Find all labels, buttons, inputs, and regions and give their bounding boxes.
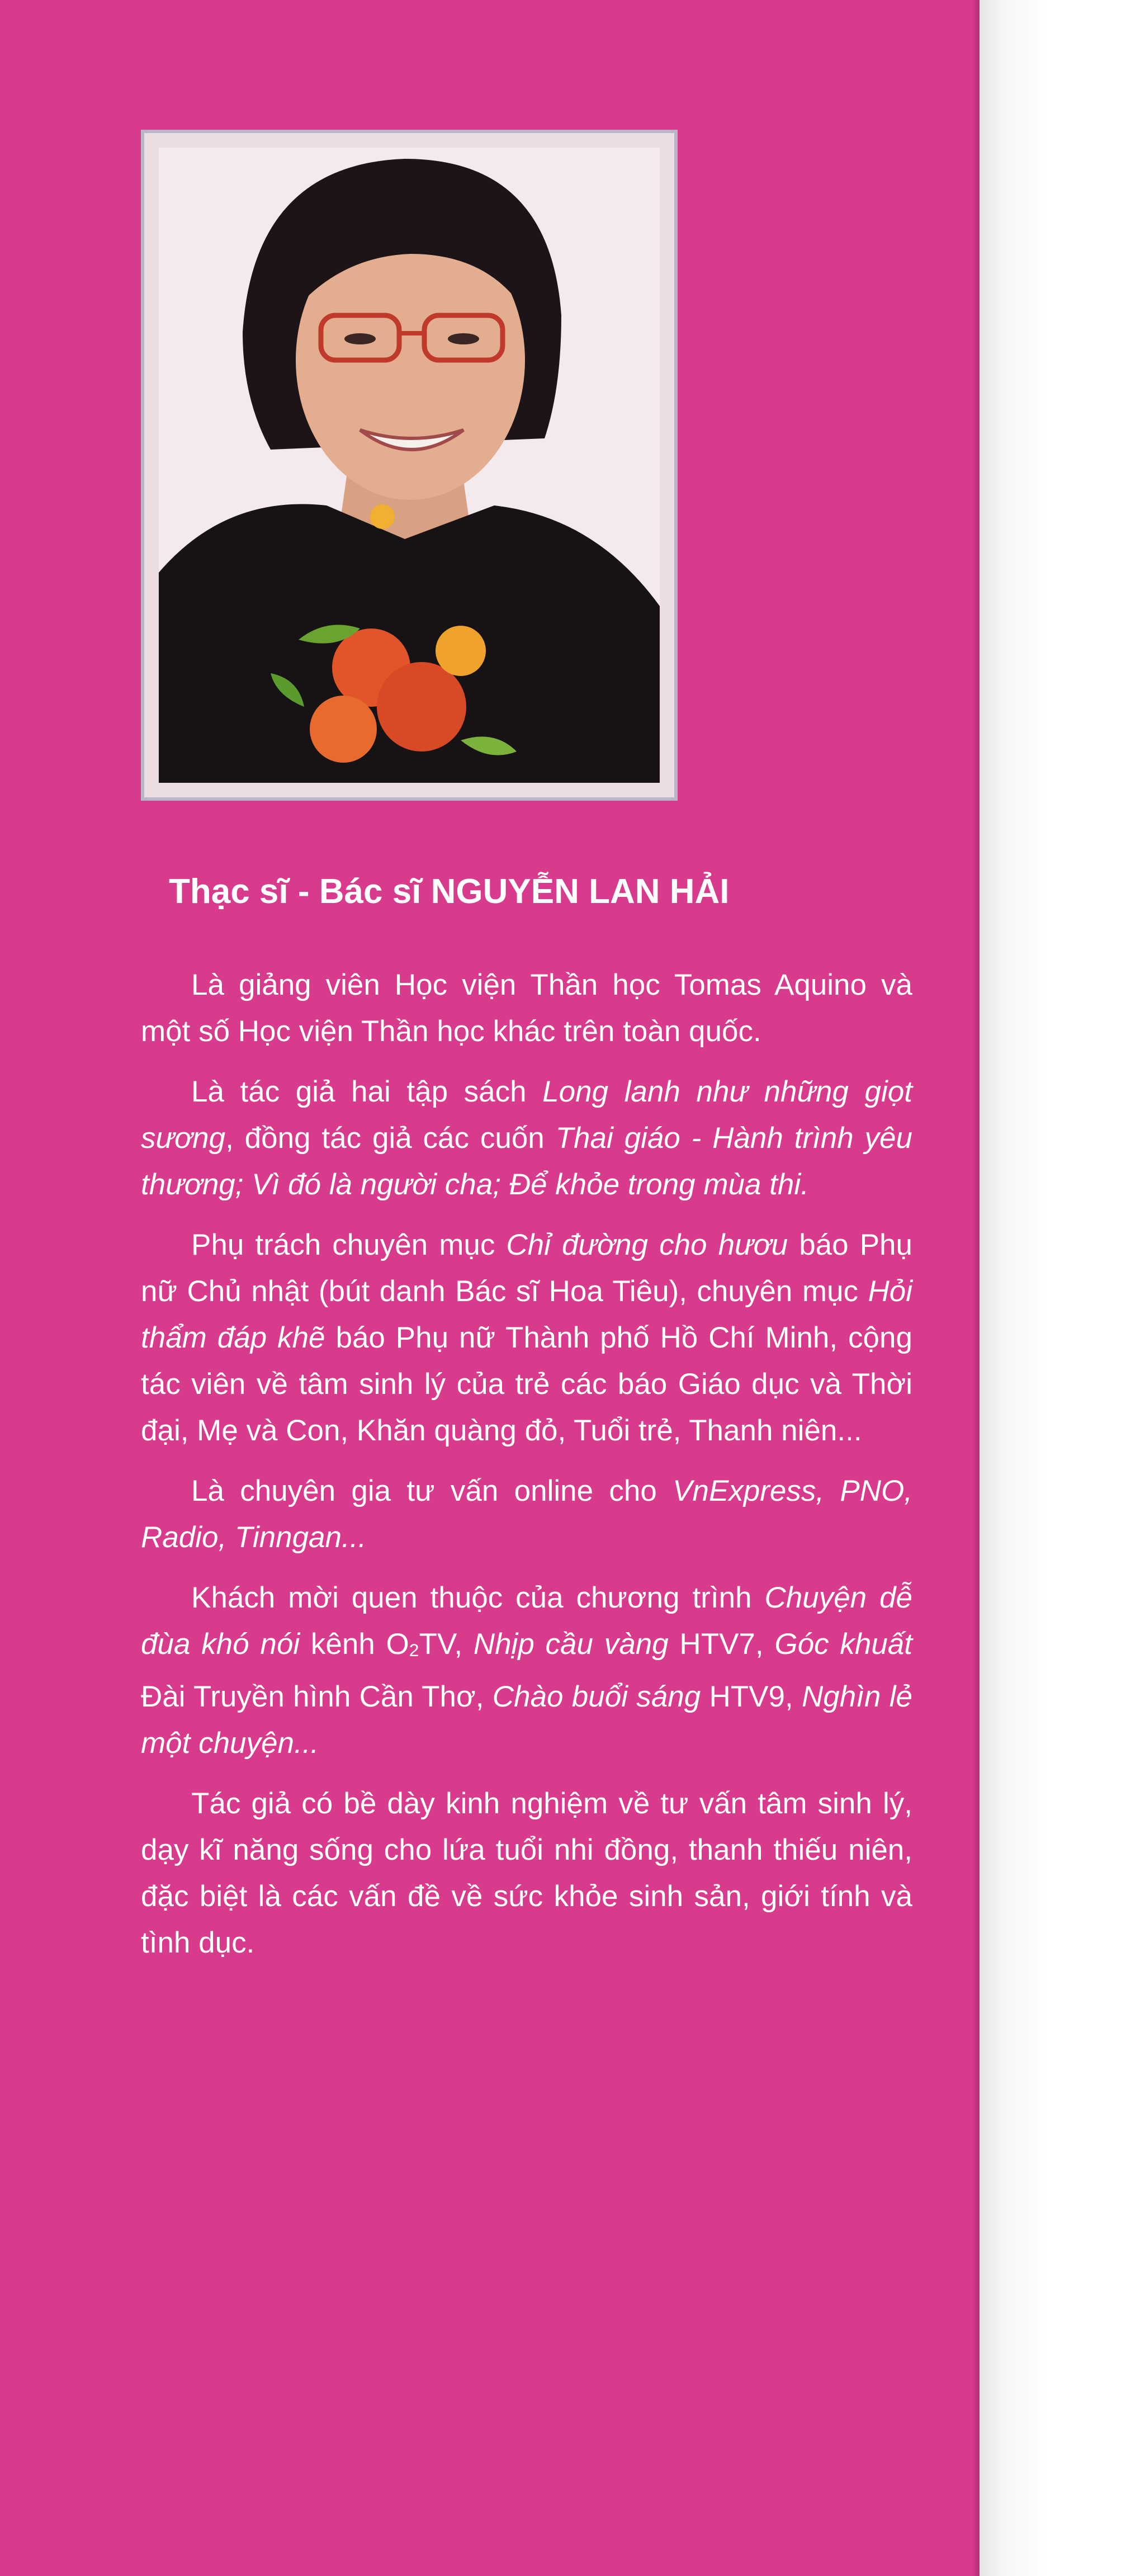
bio-italic-title: Long lanh như những giọt sương	[141, 1075, 913, 1155]
bio-italic-title: Góc khuất	[774, 1628, 912, 1661]
bio-text: Là chuyên gia tư vấn online cho	[191, 1474, 673, 1507]
bio-text: Là giảng viên Học viện Thần học Tomas Aquino và một số Học viện Thần học khác trên toàn quốc.	[141, 968, 912, 1048]
bio-text: HTV9,	[701, 1680, 802, 1713]
bio-italic-title: Thai giáo - Hành trình yêu thương; Vì đó là người cha; Để khỏe trong mùa thi.	[141, 1122, 913, 1201]
bio-italic-title: Chào buổi sáng	[492, 1680, 701, 1713]
author-biography	[141, 962, 912, 1980]
author-title: Thạc sĩ - Bác sĩ NGUYỄN LAN HẢI	[169, 872, 730, 911]
bio-text: Đài Truyền hình Cần Thơ,	[141, 1680, 493, 1713]
author-photo	[141, 130, 678, 801]
page-edge	[980, 0, 1145, 2576]
bio-text: HTV7,	[668, 1628, 775, 1661]
bio-paragraph	[141, 1575, 912, 1766]
bio-text: kênh O	[300, 1628, 409, 1661]
bio-text: Khách mời quen thuộc của chương trình	[191, 1581, 765, 1614]
bio-text: 2	[409, 1640, 419, 1660]
bio-text: Phụ trách chuyên mục	[191, 1228, 507, 1261]
bio-italic-title: Chuyện dễ đùa khó nói	[141, 1581, 912, 1661]
bio-italic-title: Nhịp cầu vàng	[473, 1628, 669, 1661]
bio-paragraph	[141, 1780, 912, 1966]
bio-text: TV,	[419, 1628, 474, 1661]
bio-italic-title: Chỉ đường cho hươu	[506, 1228, 788, 1261]
bio-paragraph	[141, 1069, 912, 1208]
bio-text: báo Phụ nữ Thành phố Hồ Chí Minh, cộng tác viên về tâm sinh lý của trẻ các báo Giáo dục và Thời đại, Mẹ và Con, Khăn quàng đỏ, Tuổi trẻ, Thanh niên...	[141, 1321, 912, 1447]
bio-text: Tác giả có bề dày kinh nghiệm về tư vấn tâm sinh lý, dạy kĩ năng sống cho lứa tuổi nhi đồng, thanh thiếu niên, đặc biệt là các vấn đề về sức khỏe sinh sản, giới tính và tình dục.	[141, 1787, 912, 1959]
bio-italic-title: Hỏi thẩm đáp khẽ	[141, 1275, 912, 1354]
flap-fold-shadow	[972, 0, 980, 2576]
author-portrait-image	[159, 148, 660, 783]
bio-paragraph	[141, 1468, 912, 1561]
bio-paragraph	[141, 962, 912, 1055]
bio-text: báo Phụ nữ Chủ nhật (bút danh Bác sĩ Hoa Tiêu), chuyên mục	[141, 1228, 912, 1308]
bio-paragraph	[141, 1222, 912, 1454]
bio-italic-title: Nghìn lẻ một chuyện...	[141, 1680, 913, 1760]
bio-italic-title: VnExpress, PNO, Radio, Tinngan...	[141, 1474, 912, 1554]
bio-text: Là tác giả hai tập sách	[191, 1075, 543, 1108]
bio-text: , đồng tác giả các cuốn	[225, 1122, 556, 1155]
